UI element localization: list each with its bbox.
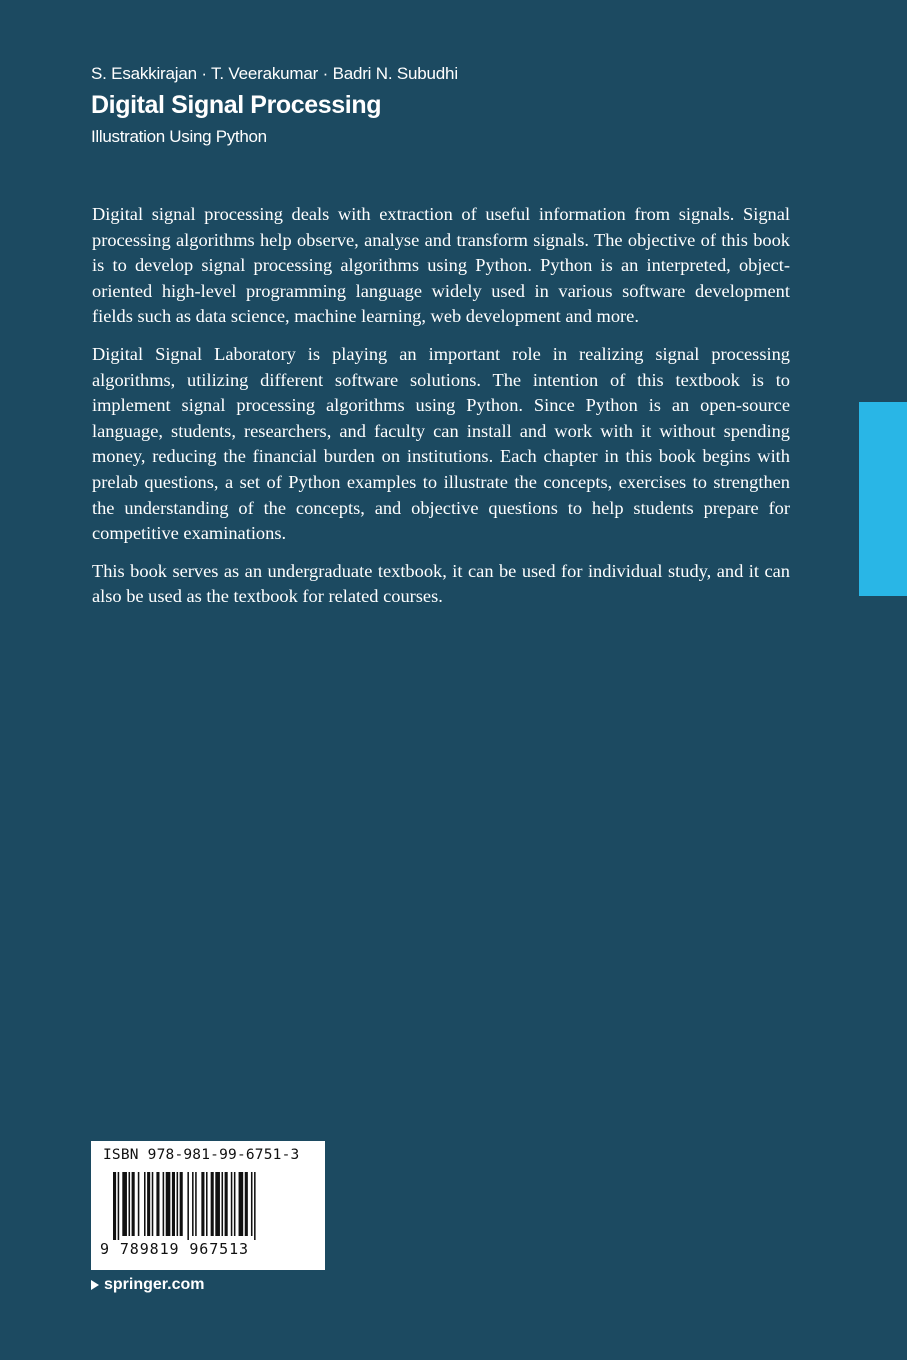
barcode-bar xyxy=(254,1172,256,1240)
barcode-bar xyxy=(113,1172,116,1240)
barcode-bar xyxy=(166,1172,171,1236)
barcode-bar xyxy=(172,1172,175,1236)
publisher-label: springer.com xyxy=(104,1276,205,1293)
barcode-bar xyxy=(201,1172,204,1236)
barcode-bar xyxy=(245,1172,248,1236)
barcode-bar xyxy=(152,1172,154,1236)
barcode-bar xyxy=(129,1172,131,1236)
barcode-image xyxy=(113,1172,303,1240)
description-paragraph-2: Digital Signal Laboratory is playing an important role in realizing signal processing algorithms, utilizing different software solutions. The intention of this textbook is to implement signal processing algorithms using Python. Since Python is an open-source language, students, researchers, and faculty can install and work with it without spending money, reducing the financial burden on institutions. Each chapter in this book begins with prelab questions, a set of Python examples to illustrate the concepts, exercises to strengthen the understanding of the concepts, and objective questions to help students prepare for competitive examinations. xyxy=(92,343,790,544)
barcode-bar xyxy=(163,1172,165,1236)
author-list: S. Esakkirajan · T. Veerakumar · Badri N. Subudhi xyxy=(91,64,458,83)
isbn-barcode-panel xyxy=(91,1141,325,1270)
barcode-bar xyxy=(215,1172,220,1236)
barcode-bar xyxy=(187,1172,189,1240)
description-paragraph-1: Digital signal processing deals with extraction of useful information from signals. Signal processing algorithms help observe, analyse and transform signals. The objective of this book is to develop signal processing algorithms using Python. Python is an interpreted, object-oriented high-level programming language widely used in various software development fields such as data science, machine learning, web development and more. xyxy=(92,204,790,327)
barcode-bar xyxy=(118,1172,120,1240)
book-title: Digital Signal Processing xyxy=(91,91,382,119)
barcode-bar xyxy=(192,1172,194,1236)
barcode-bar xyxy=(177,1172,179,1236)
description-paragraph-3: This book serves as an undergraduate textbook, it can be used for individual study, and it can also be used as the textbook for related courses. xyxy=(92,560,790,607)
book-description xyxy=(92,202,790,622)
barcode-bar xyxy=(147,1172,150,1236)
barcode-bar xyxy=(234,1172,236,1236)
barcode-bar xyxy=(239,1172,244,1236)
barcode-bar xyxy=(225,1172,228,1236)
book-subtitle: Illustration Using Python xyxy=(91,127,267,146)
barcode-bar xyxy=(122,1172,127,1236)
accent-color-tab xyxy=(859,402,907,596)
isbn-label: ISBN 978-981-99-6751-3 xyxy=(103,1147,300,1163)
barcode-bar xyxy=(206,1172,208,1236)
barcode-bar xyxy=(132,1172,135,1236)
triangle-arrow-icon xyxy=(91,1280,99,1290)
barcode-bar xyxy=(251,1172,253,1236)
barcode-bar xyxy=(211,1172,214,1236)
barcode-bar xyxy=(231,1172,233,1236)
barcode-digits: 9 789819 967513 xyxy=(100,1240,249,1258)
barcode-bar xyxy=(144,1172,146,1236)
barcode-bar xyxy=(138,1172,140,1236)
barcode-bar xyxy=(156,1172,159,1236)
barcode-bar xyxy=(222,1172,224,1236)
barcode-bar xyxy=(195,1172,197,1236)
publisher-link[interactable] xyxy=(91,1276,204,1294)
barcode-bar xyxy=(180,1172,183,1236)
